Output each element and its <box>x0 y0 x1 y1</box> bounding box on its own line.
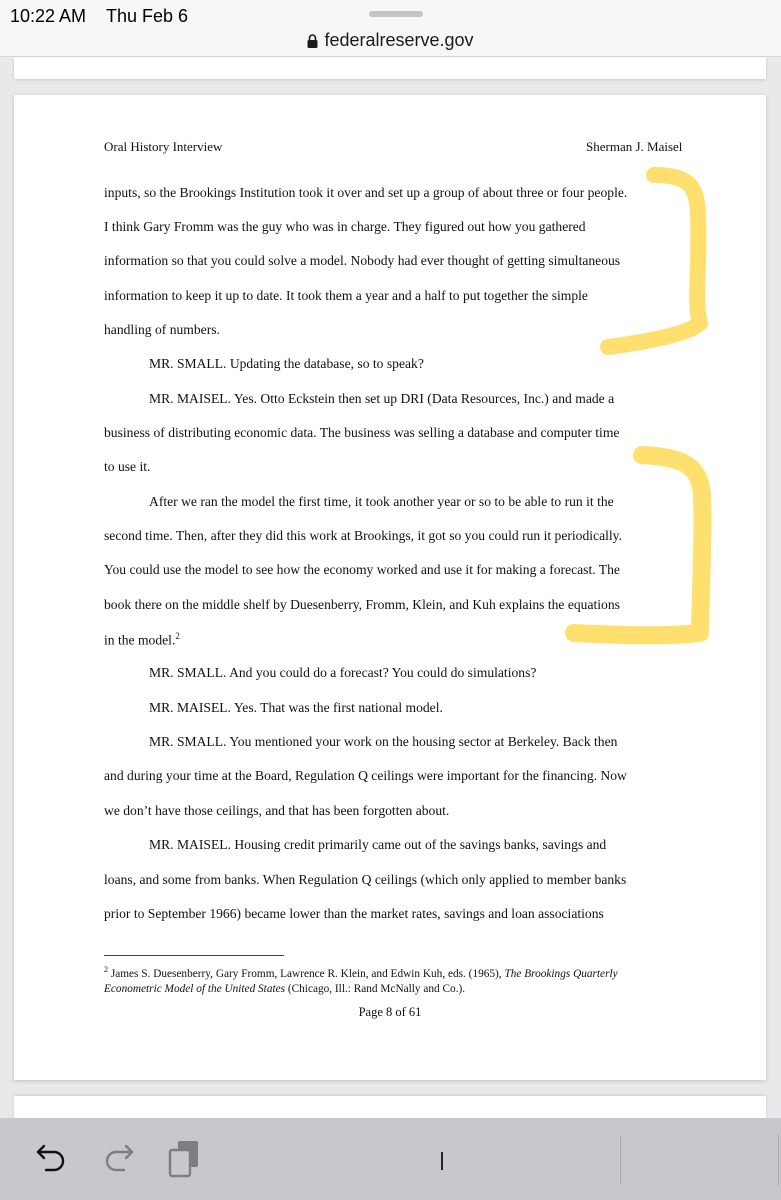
status-time: 10:22 AM <box>10 6 87 26</box>
highlight-bracket-1 <box>608 175 700 347</box>
previous-page <box>14 57 766 79</box>
text-line: book there on the middle shelf by Duesenberry, Fromm, Klein, and Kuh explains the equations <box>104 597 620 612</box>
address-bar[interactable] <box>0 30 781 51</box>
text-line: inputs, so the Brookings Institution took it over and set up a group of about three or four people. <box>104 185 628 200</box>
toolbar-divider <box>620 1135 621 1185</box>
header-title: Oral History Interview <box>104 139 223 154</box>
text-line: I think Gary Fromm was the guy who was in charge. They figured out how you gathered <box>104 219 586 234</box>
page-number: Page 8 of 61 <box>358 1005 422 1019</box>
multitasking-grabber[interactable] <box>369 11 423 17</box>
highlight-bracket-2 <box>574 455 703 635</box>
highlighter-markup <box>14 95 766 1080</box>
text-line: MR. SMALL. You mentioned your work on the housing sector at Berkeley. Back then <box>149 734 618 749</box>
text-line: handling of numbers. <box>104 322 220 337</box>
text-line: loans, and some from banks. When Regulation Q ceilings (which only applied to member banks <box>104 872 627 887</box>
text-line-content: in the model. <box>104 632 176 648</box>
text-line: and during your time at the Board, Regulation Q ceilings were important for the financing. Now <box>104 768 627 783</box>
text-line: MR. MAISEL. Yes. That was the first national model. <box>149 700 443 715</box>
lock-icon <box>307 34 318 48</box>
url-text: federalreserve.gov <box>324 30 474 50</box>
text-line: MR. SMALL. Updating the database, so to speak? <box>149 356 424 371</box>
footnote-marker[interactable]: 2 <box>175 631 180 641</box>
footnote-title: The Brookings Quarterly <box>504 967 618 980</box>
paste-icon[interactable] <box>166 1138 202 1178</box>
browser-top-bar <box>0 0 781 57</box>
text-line: business of distributing economic data. The business was selling a database and computer time <box>104 425 620 440</box>
footnote-number: 2 <box>104 965 108 974</box>
header-name: Sherman J. Maisel <box>586 139 683 154</box>
toolbar-divider <box>778 1135 779 1185</box>
document-page <box>14 95 766 1080</box>
text-line: MR. SMALL. And you could do a forecast? You could do simulations? <box>149 665 537 680</box>
footnote-title-cont: Econometric Model of the United States <box>104 982 286 995</box>
footnote-authors: James S. Duesenberry, Gary Fromm, Lawrence R. Klein, and Edwin Kuh, eds. (1965), <box>108 967 505 980</box>
text-line: MR. MAISEL. Housing credit primarily came out of the savings banks, savings and <box>149 837 607 852</box>
text-line: MR. MAISEL. Yes. Otto Eckstein then set up DRI (Data Resources, Inc.) and made a <box>149 391 615 406</box>
text-line: second time. Then, after they did this work at Brookings, it got so you could run it periodically. <box>104 528 622 543</box>
text-line: we don’t have those ceilings, and that has been forgotten about. <box>104 803 450 818</box>
text-line: prior to September 1966) became lower than the market rates, savings and loan associations <box>104 906 604 921</box>
keyboard-shortcut-bar <box>0 1118 781 1200</box>
footnote-publisher: (Chicago, Ill.: Rand McNally and Co.). <box>285 982 466 995</box>
redo-icon[interactable] <box>102 1142 136 1172</box>
text-cursor <box>441 1152 443 1170</box>
text-line: You could use the model to see how the economy worked and use it for making a forecast. The <box>104 562 620 577</box>
text-line: information so that you could solve a model. Nobody had ever thought of getting simultaneous <box>104 253 621 268</box>
status-date: Thu Feb 6 <box>106 6 189 26</box>
text-line: to use it. <box>104 459 151 474</box>
text-line: information to keep it up to date. It took them a year and a half to put together the simple <box>104 288 588 303</box>
undo-icon[interactable] <box>34 1142 68 1172</box>
text-line: After we ran the model the first time, it took another year or so to be able to run it the <box>149 494 614 509</box>
